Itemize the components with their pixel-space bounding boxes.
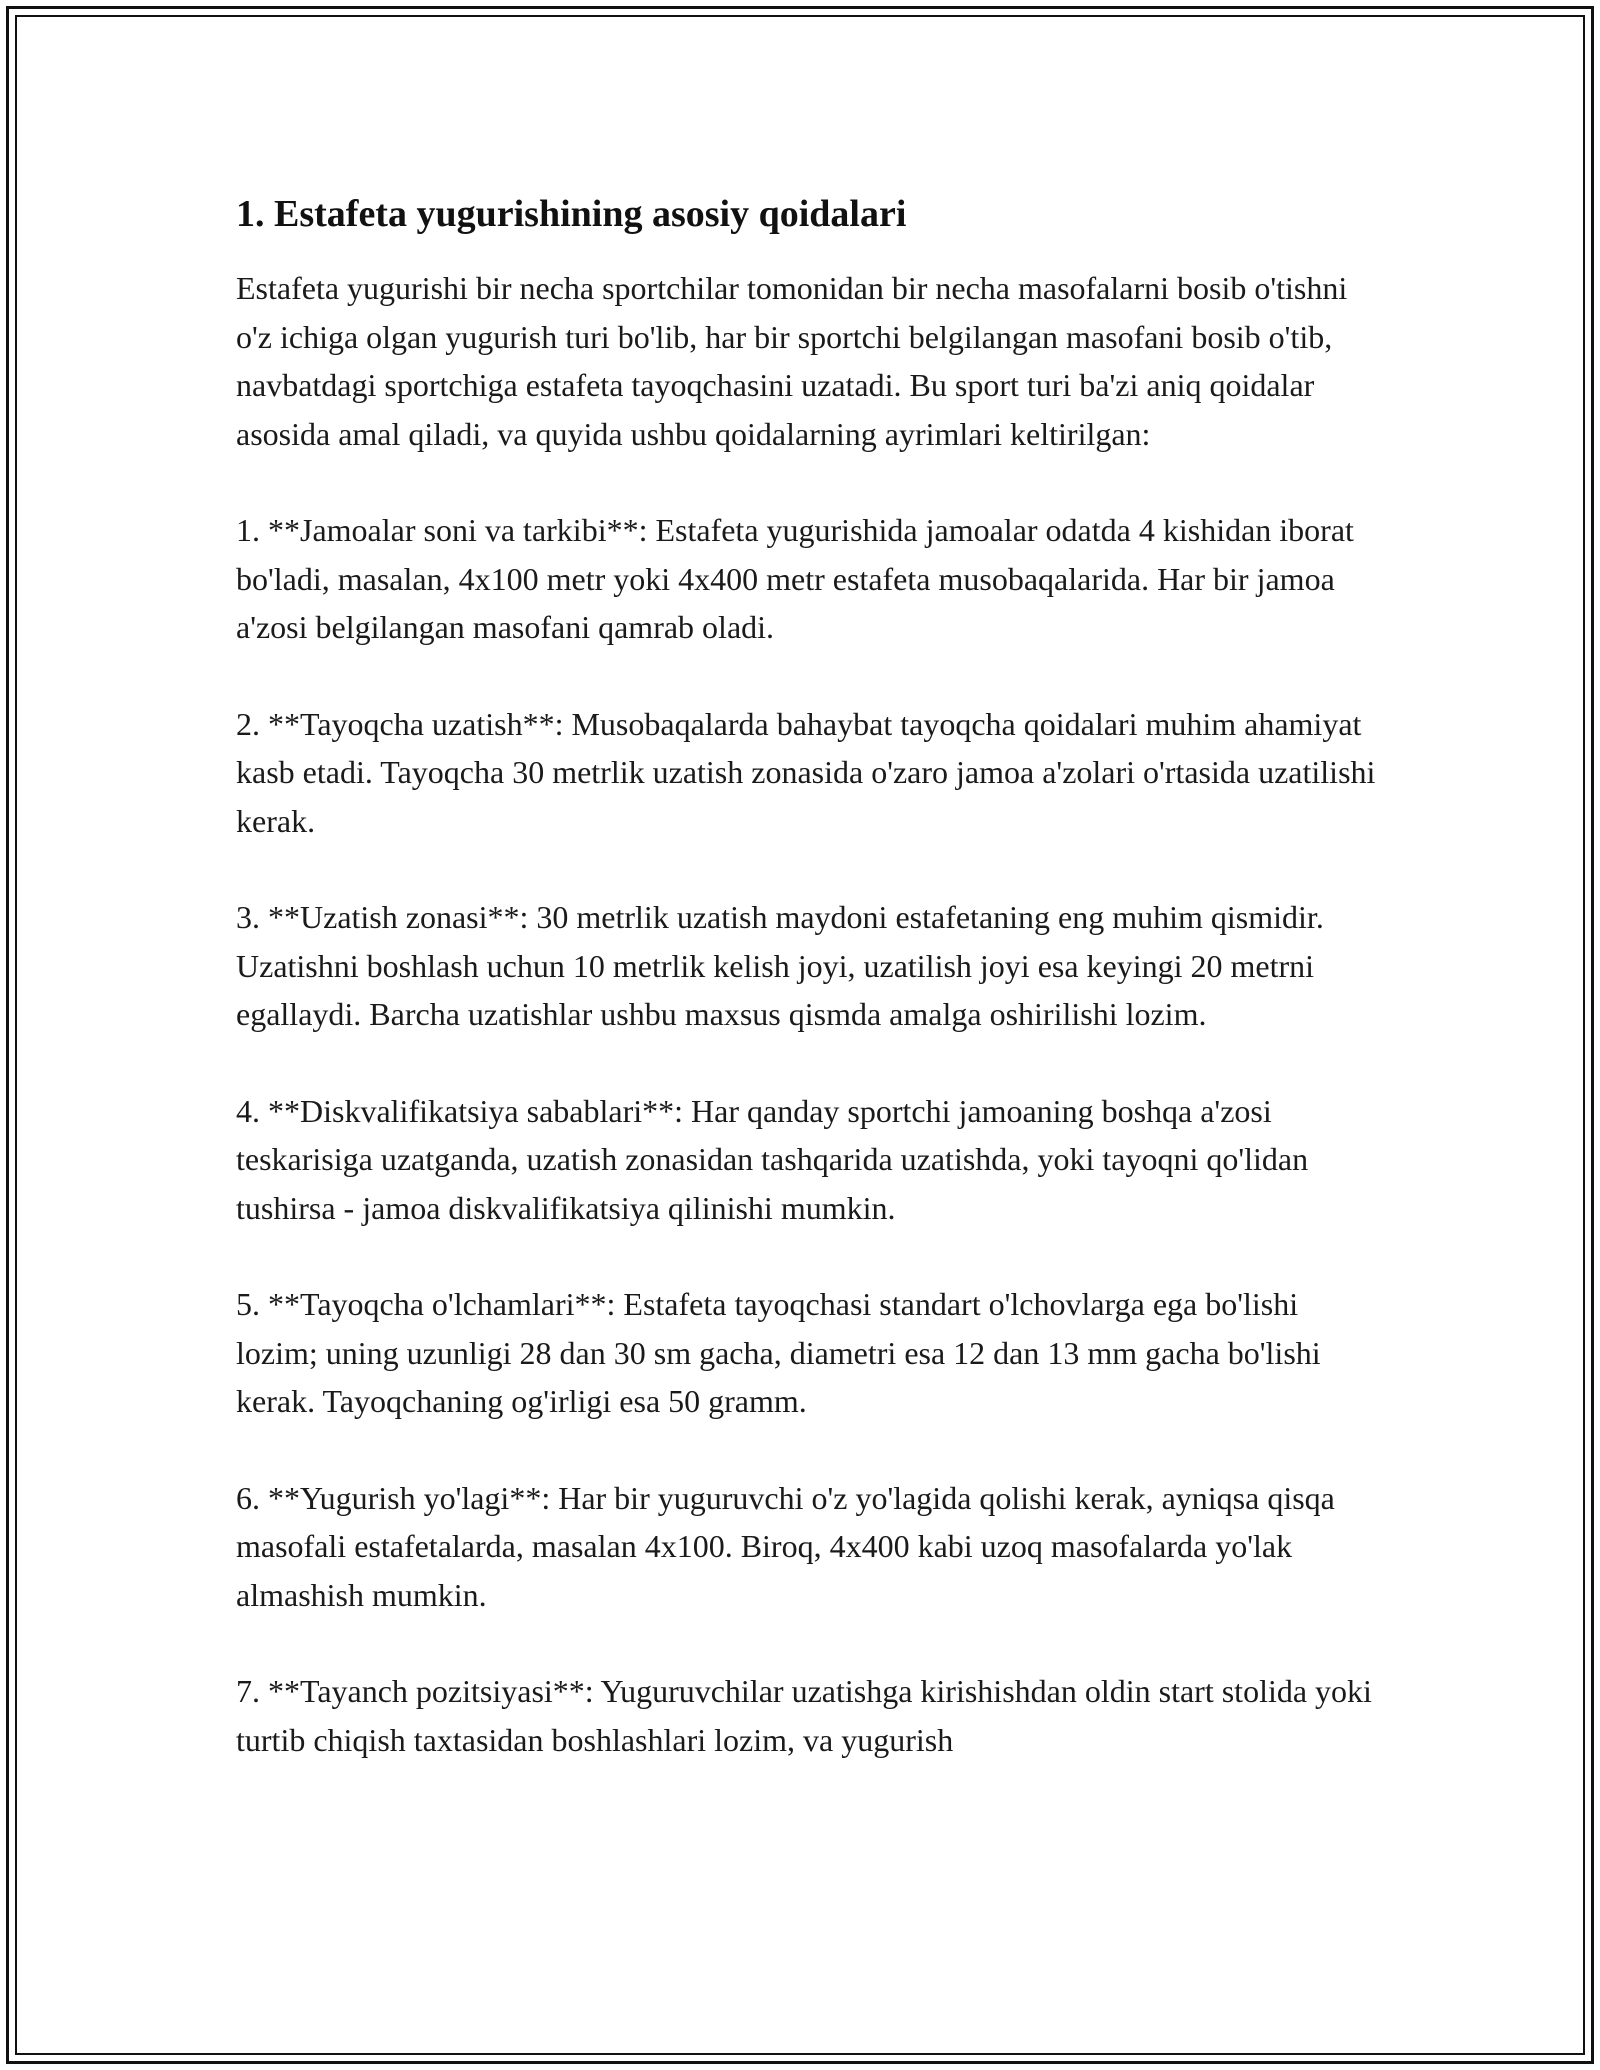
rule-paragraph-5: 5. **Tayoqcha o'lchamlari**: Estafeta tayoqchasi standart o'lchovlarga ega bo'lishi lozim; uning uzunligi 28 dan 30 sm gacha, diametri esa 12 dan 13 mm gacha bo'lishi kerak. Tayoqchaning og'irligi esa 50 gramm. <box>236 1286 1321 1419</box>
rule-paragraph-4: 4. **Diskvalifikatsiya sabablari**: Har qanday sportchi jamoaning boshqa a'zosi teskarisiga uzatganda, uzatish zonasidan tashqarida uzatishda, yoki tayoqni qo'lidan tushirsa - jamoa diskvalifikatsiya qilinishi mumkin. <box>236 1092 1309 1226</box>
intro-paragraph: Estafeta yugurishi bir necha sportchilar tomonidan bir necha masofalarni bosib o'tishni o'z ichiga olgan yugurish turi bo'lib, har bir sportchi belgilangan masofani bosib o'tib, navbatdagi sportchiga estafeta tayoqchasini uzatadi. Bu sport turi ba'zi aniq qoidalar asosida amal qiladi, va quyida ushbu qoidalarning ayrimlari keltirilgan: <box>236 270 1348 452</box>
rule-paragraph-2: 2. **Tayoqcha uzatish**: Musobaqalarda bahaybat tayoqcha qoidalari muhim ahamiyat kasb etadi. Tayoqcha 30 metrlik uzatish zonasida o'zaro jamoa a'zolari o'rtasida uzatilishi kerak. <box>236 705 1376 839</box>
rule-paragraph-7: 7. **Tayanch pozitsiyasi**: Yuguruvchilar uzatishga kirishishdan oldin start stolida yoki turtib chiqish taxtasidan boshlashlari lozim, va yugurish <box>236 1673 1372 1758</box>
document-body <box>236 188 1376 1812</box>
rule-paragraph-6: 6. **Yugurish yo'lagi**: Har bir yuguruvchi o'z yo'lagida qolishi kerak, ayniqsa qisqa masofali estafetalarda, masalan 4x100. Biroq, 4x400 kabi uzoq masofalarda yo'lak almashish mumkin. <box>236 1479 1335 1613</box>
rule-paragraph-3: 3. **Uzatish zonasi**: 30 metrlik uzatish maydoni estafetaning eng muhim qismidir. Uzatishni boshlash uchun 10 metrlik kelish joyi, uzatilish joyi esa keyingi 20 metrni egallaydi. Barcha uzatishlar ushbu maxsus qismda amalga oshirilishi lozim. <box>236 899 1324 1032</box>
rule-paragraph-1: 1. **Jamoalar soni va tarkibi**: Estafeta yugurishida jamoalar odatda 4 kishidan iborat bo'ladi, masalan, 4x100 metr yoki 4x400 metr estafeta musobaqalarida. Har bir jamoa a'zosi belgilangan masofani qamrab oladi. <box>236 512 1354 645</box>
document-title: 1. Estafeta yugurishining asosiy qoidalari <box>236 193 907 235</box>
